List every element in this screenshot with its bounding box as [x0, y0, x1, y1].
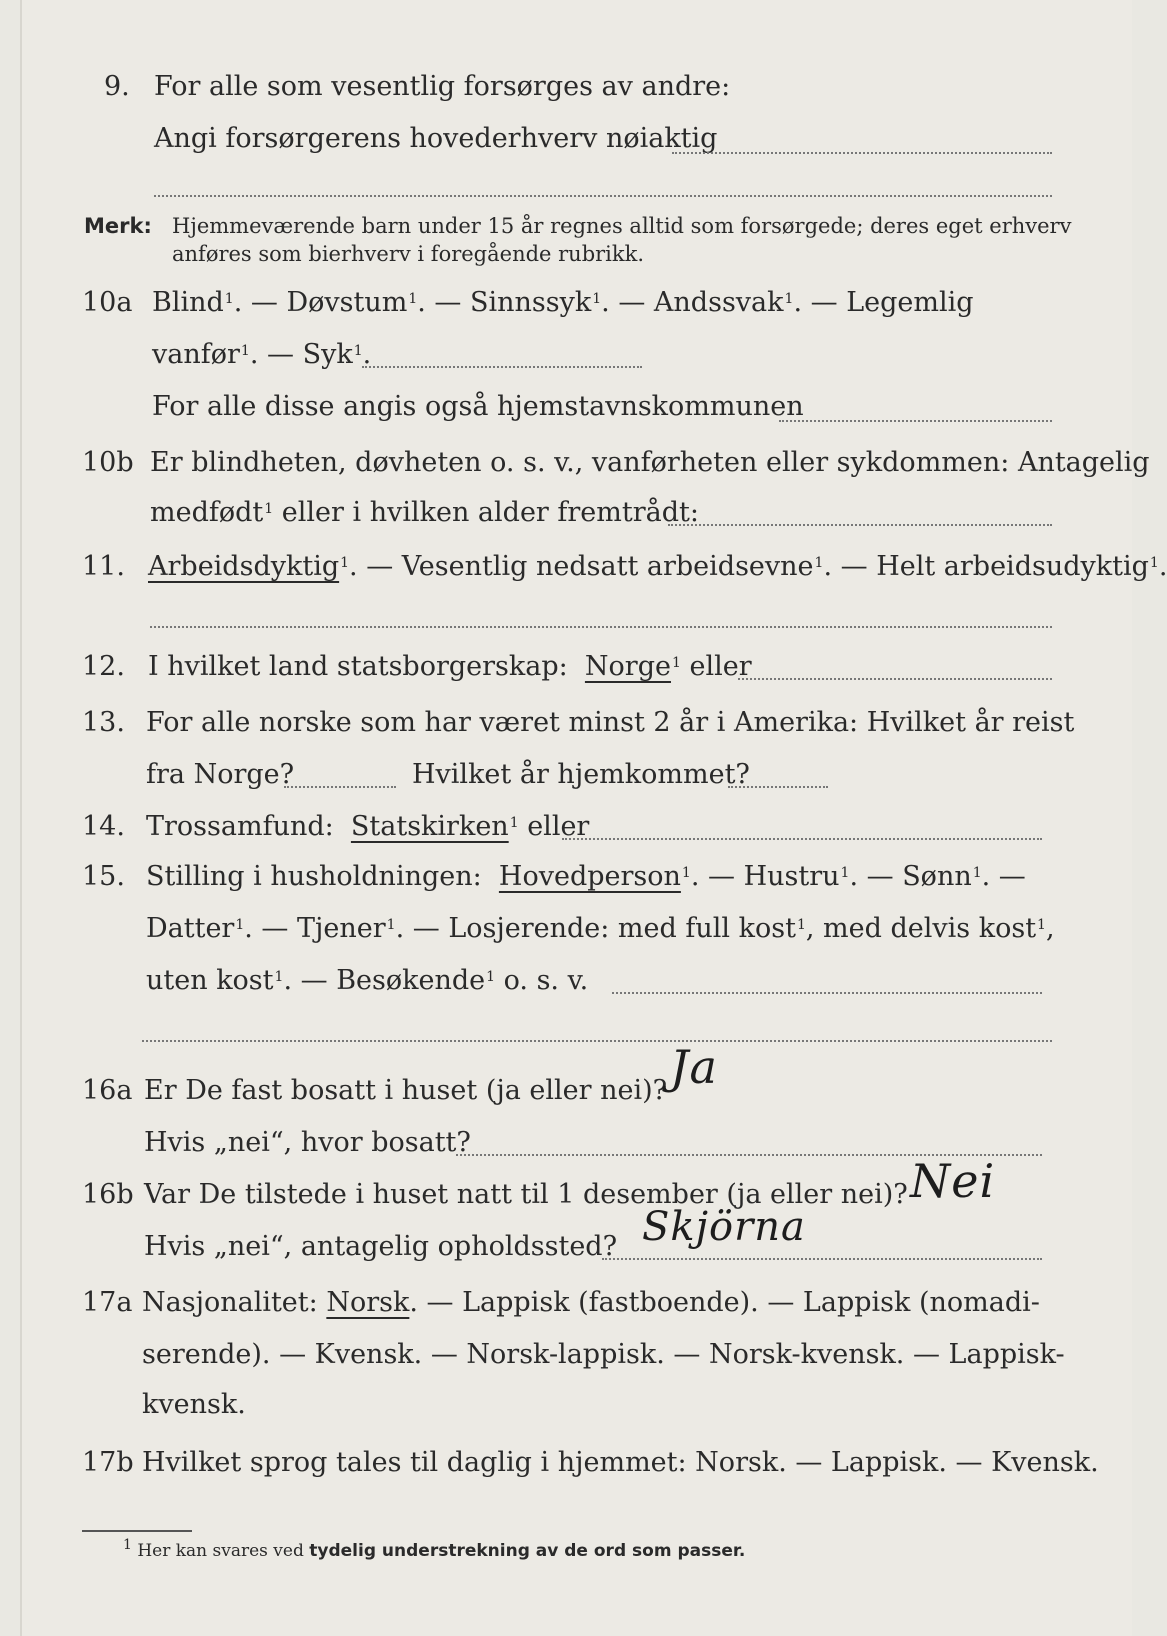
answer-line[interactable]	[728, 784, 828, 788]
answer-line[interactable]	[668, 522, 1052, 526]
answer-line[interactable]	[362, 364, 642, 368]
footnote-mark: 1	[123, 1537, 132, 1553]
question-number: 11.	[82, 551, 125, 582]
question-text: kvensk.	[142, 1389, 246, 1420]
question-text: vanfør$^1$. — Syk$^1$.	[152, 339, 372, 370]
question-text: Hvis „nei“, hvor bosatt?	[144, 1127, 471, 1158]
question-number: 14.	[82, 811, 125, 842]
question-text: Stilling i husholdningen: Hovedperson$^1$. — Hustru$^1$. — Sønn$^1$. —	[146, 861, 1026, 892]
question-number: 16b	[82, 1179, 134, 1210]
question-text: Er blindheten, døvheten o. s. v., vanførheten eller sykdommen: Antagelig	[150, 447, 1150, 478]
question-number: 10b	[82, 447, 134, 478]
question-text: Er De fast bosatt i huset (ja eller nei)?	[144, 1075, 668, 1106]
question-text: I hvilket land statsborgerskap: Norge$^1$ eller	[148, 651, 752, 682]
question-number: 13.	[82, 707, 125, 738]
question-text: For alle norske som har været minst 2 år i Amerika: Hvilket år reist	[146, 707, 1075, 738]
answer-line[interactable]	[779, 418, 1052, 422]
answer-line[interactable]	[150, 624, 1052, 628]
answer-line[interactable]	[602, 1256, 1042, 1260]
selected-option: Statskirken	[350, 811, 509, 842]
footnote-rule	[82, 1530, 192, 1532]
question-text: Datter$^1$. — Tjener$^1$. — Losjerende: med full kost$^1$, med delvis kost$^1$,	[146, 913, 1055, 944]
question-number: 17a	[82, 1287, 133, 1318]
question-text: Hvilket år hjemkommet?	[412, 759, 750, 790]
answer-line[interactable]	[672, 150, 1052, 154]
question-text: Arbeidsdyktig$^1$. — Vesentlig nedsatt arbeidsevne$^1$. — Helt arbeidsudyktig$^1$.	[148, 551, 1167, 582]
question-number: 15.	[82, 861, 125, 892]
merk-label: Merk:	[84, 214, 152, 238]
question-number: 17b	[82, 1447, 134, 1478]
question-text: uten kost$^1$. — Besøkende$^1$ o. s. v.	[146, 965, 589, 996]
handwritten-answer: Skjörna	[642, 1204, 806, 1250]
question-text: Nasjonalitet: Norsk. — Lappisk (fastboende). — Lappisk (nomadi-	[142, 1287, 1040, 1318]
question-text: Angi forsørgerens hovederhverv nøiaktig	[154, 123, 718, 154]
answer-line[interactable]	[612, 990, 1042, 994]
handwritten-answer: Ja	[670, 1040, 718, 1094]
question-text: Blind$^1$. — Døvstum$^1$. — Sinnssyk$^1$. — Andssvak$^1$. — Legemlig	[152, 287, 974, 318]
answer-line[interactable]	[562, 836, 1042, 840]
selected-option: Arbeidsdyktig	[148, 551, 340, 582]
footnote-bold-text: tydelig understrekning av de ord som passer.	[309, 1541, 746, 1561]
question-text: Hvilket sprog tales til daglig i hjemmet: Norsk. — Lappisk. — Kvensk.	[142, 1447, 1099, 1478]
question-text: medfødt$^1$ eller i hvilken alder fremtrådt:	[150, 497, 699, 528]
question-number: 10a	[82, 287, 133, 318]
question-number: 16a	[82, 1075, 133, 1106]
question-text: fra Norge?	[146, 759, 295, 790]
answer-line[interactable]	[738, 676, 1052, 680]
question-text: Hvis „nei“, antagelig opholdssted?	[144, 1231, 618, 1262]
footnote	[122, 1537, 746, 1561]
footnote-text: Her kan svares ved	[137, 1541, 304, 1561]
selected-option: Norge	[584, 651, 671, 682]
question-text: Var De tilstede i huset natt til 1 desember (ja eller nei)?	[144, 1179, 908, 1210]
selected-option: Norsk	[326, 1287, 410, 1318]
census-form-page	[20, 0, 1167, 1636]
answer-line[interactable]	[284, 784, 396, 788]
merk-text: Hjemmeværende barn under 15 år regnes alltid som forsørgede; deres eget erhverv	[172, 214, 1072, 238]
merk-text: anføres som bierhverv i foregående rubrikk.	[172, 242, 645, 266]
answer-line[interactable]	[142, 1038, 1052, 1042]
question-text: For alle disse angis også hjemstavnskommunen	[152, 391, 804, 422]
question-number: 9.	[104, 71, 130, 102]
answer-line[interactable]	[154, 193, 1052, 197]
question-text: For alle som vesentlig forsørges av andre:	[154, 71, 731, 102]
question-number: 12.	[82, 651, 125, 682]
question-text: Trossamfund: Statskirken$^1$ eller	[146, 811, 590, 842]
handwritten-answer: Nei	[910, 1154, 996, 1208]
selected-option: Hovedperson	[498, 861, 681, 892]
question-text: serende). — Kvensk. — Norsk-lappisk. — Norsk-kvensk. — Lappisk-	[142, 1339, 1065, 1370]
